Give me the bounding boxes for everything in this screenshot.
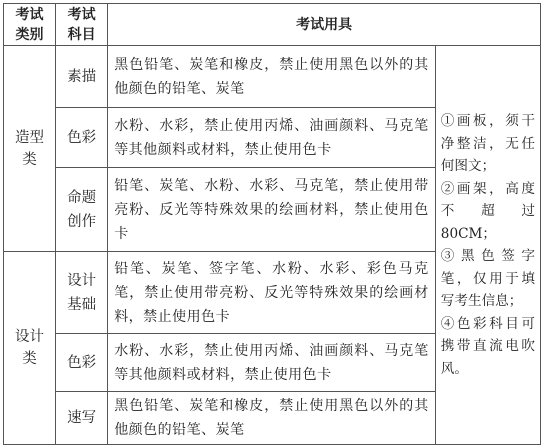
exam-tools-table	[3, 3, 541, 445]
note-item: ④色彩科目可携带直流电吹风。	[440, 315, 535, 377]
subject-cell: 素描	[56, 46, 108, 108]
tools-cell: 黑色铅笔、炭笔和橡皮，禁止使用黑色以外的其他颜色的铅笔、炭笔	[108, 392, 436, 445]
subject-cell: 速写	[56, 392, 108, 445]
category-cell: 设计 类	[4, 252, 56, 445]
header-subject: 考试 科目	[56, 4, 108, 46]
subject-cell: 设计 基础	[56, 252, 108, 334]
exam-tools-table-wrapper	[3, 3, 541, 445]
tools-cell: 铅笔、炭笔、水粉、水彩、马克笔，禁止使用带亮粉、反光等特殊效果的绘画材料，禁止使用色卡	[108, 168, 436, 252]
note-item: ①画板，须干净整洁，无任何图文；	[440, 113, 535, 174]
note-item: ②画架，高度不超过80CM；	[440, 180, 535, 242]
tools-cell: 水粉、水彩，禁止使用丙烯、油画颜料、马克笔等其他颜料或材料，禁止使用色卡	[108, 334, 436, 392]
category-cell: 造型 类	[4, 46, 56, 252]
tools-cell: 水粉、水彩，禁止使用丙烯、油画颜料、马克笔等其他颜料或材料，禁止使用色卡	[108, 108, 436, 168]
header-category: 考试 类别	[4, 4, 56, 46]
table-header-row	[4, 4, 541, 46]
note-item: ③黑色签字笔，仅用于填写考生信息；	[440, 248, 535, 309]
tools-cell: 黑色铅笔、炭笔和橡皮，禁止使用黑色以外的其他颜色的铅笔、炭笔	[108, 46, 436, 108]
subject-cell: 色彩	[56, 334, 108, 392]
table-row	[4, 46, 541, 108]
tools-cell: 铅笔、炭笔、签字笔、水粉、水彩、彩色马克笔，禁止使用带亮粉、反光等特殊效果的绘画材料，禁止使用色卡	[108, 252, 436, 334]
subject-cell: 命题 创作	[56, 168, 108, 252]
subject-cell: 色彩	[56, 108, 108, 168]
header-tools: 考试用具	[108, 4, 541, 46]
common-tools-notes	[435, 46, 540, 445]
